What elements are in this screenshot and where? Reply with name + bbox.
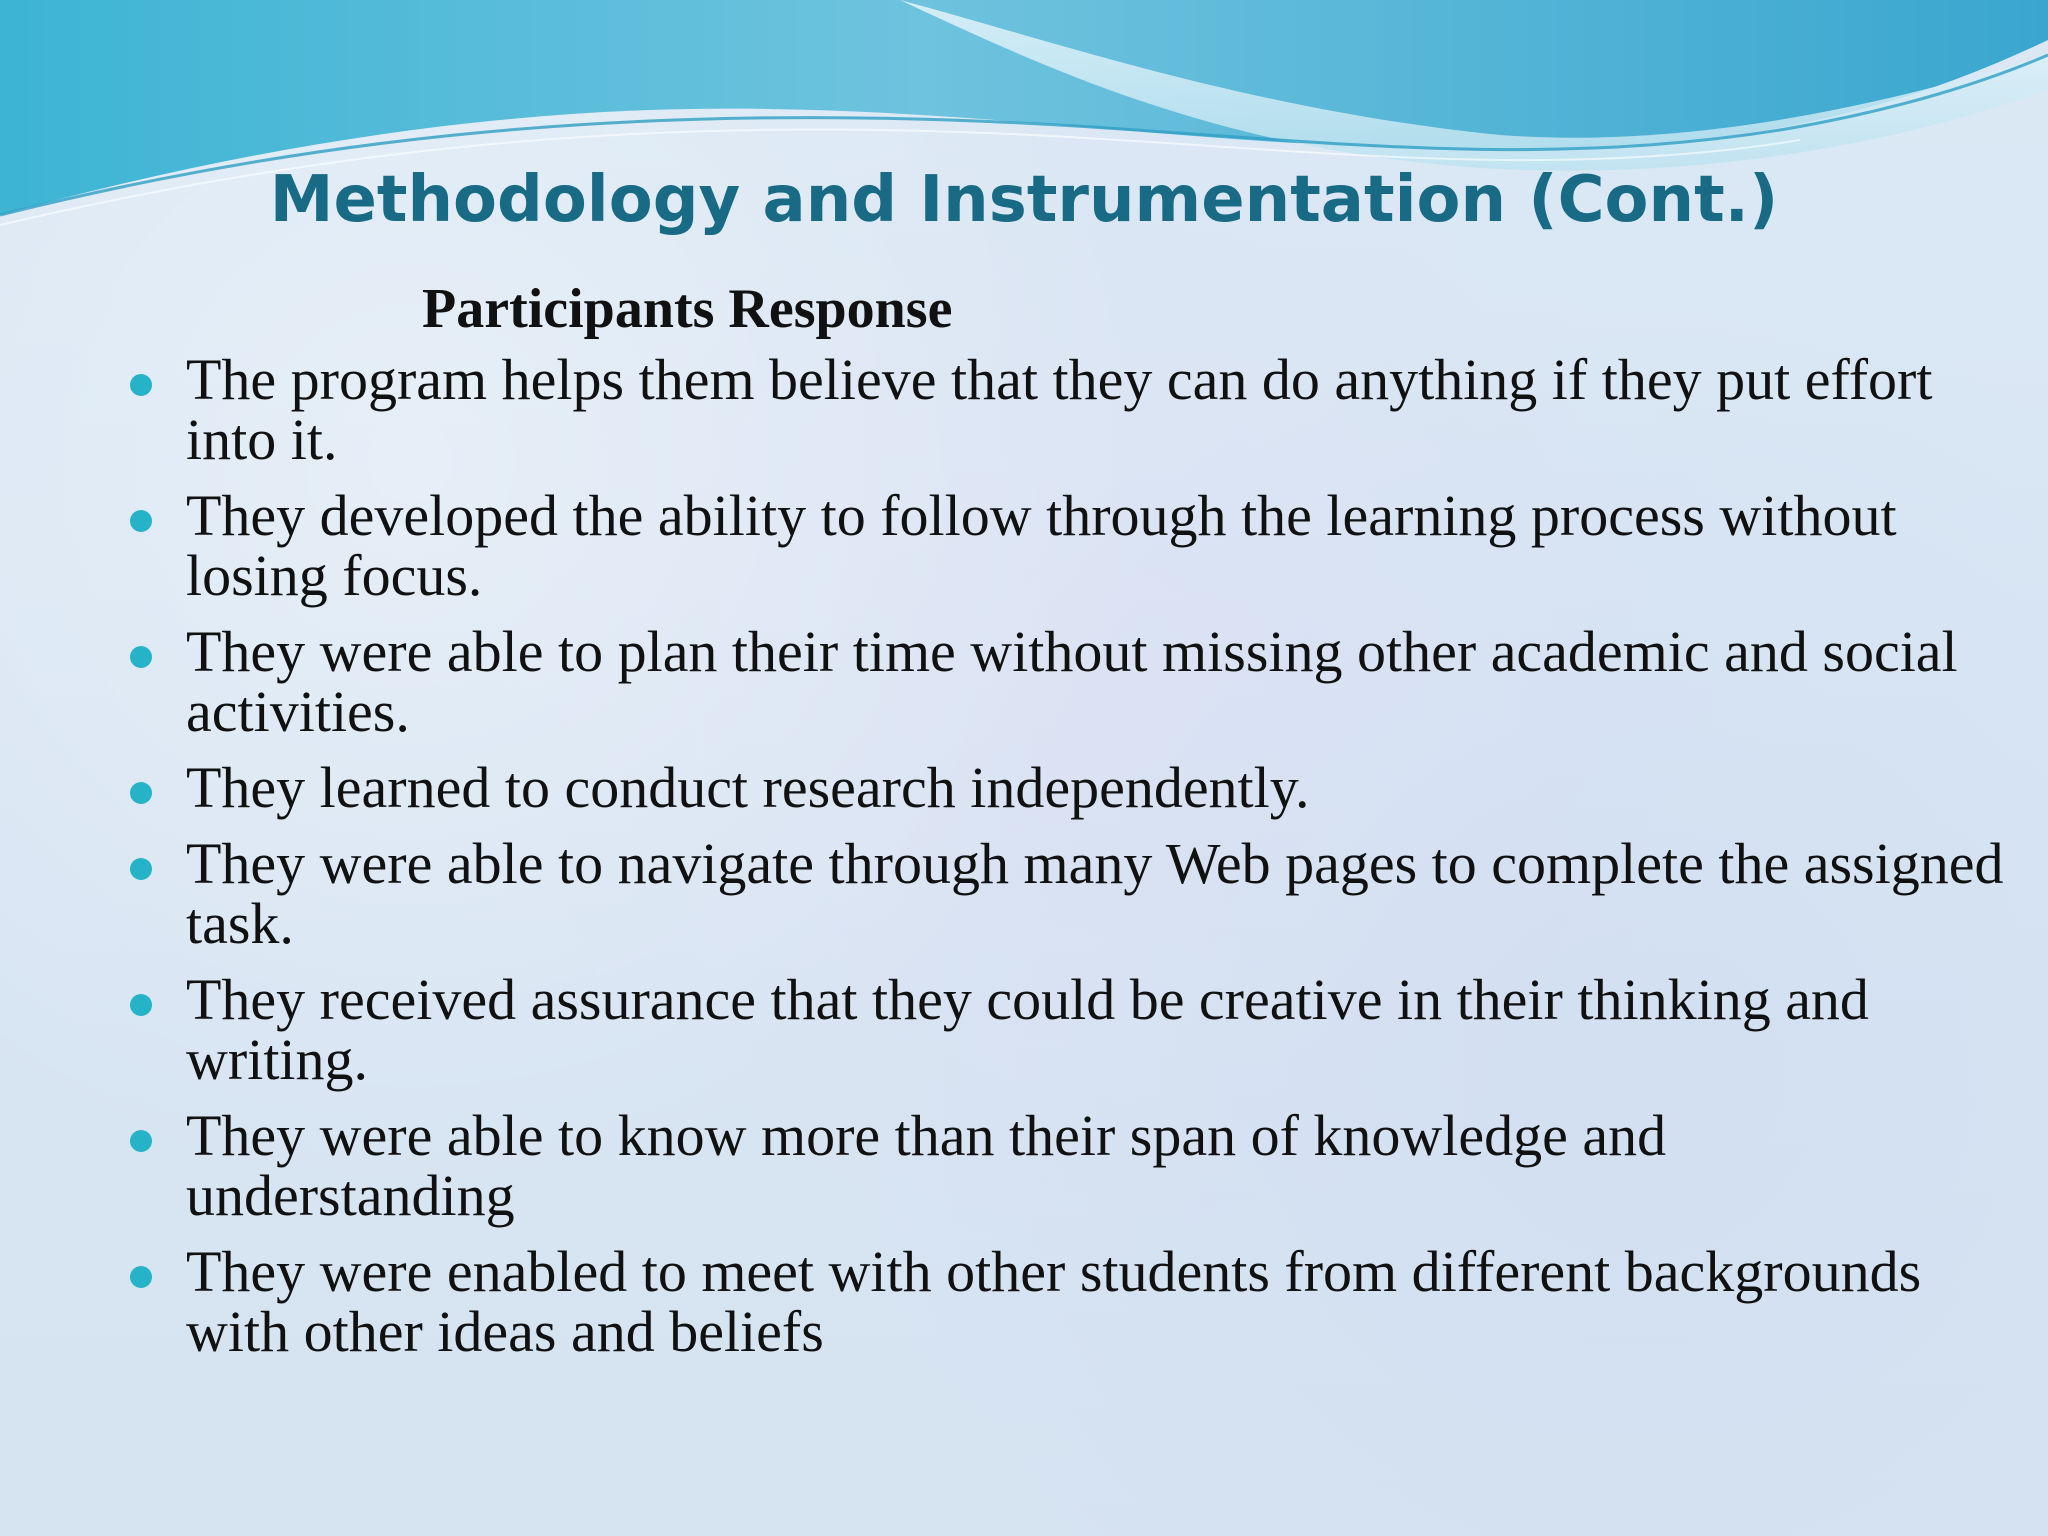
bullet-item (128, 347, 2008, 472)
bullet-item (128, 483, 2008, 608)
bullet-dot-icon (130, 1266, 152, 1288)
bullet-item (128, 755, 2008, 820)
bullet-text: They were enabled to meet with other students from different backgrounds with other ideas and beliefs (186, 1239, 1922, 1364)
bullet-dot-icon (130, 994, 152, 1016)
bullet-text: They received assurance that they could be creative in their thinking and writing. (186, 967, 1869, 1092)
bullet-dot-icon (130, 510, 152, 532)
bullet-item (128, 1103, 2008, 1228)
bullet-dot-icon (130, 858, 152, 880)
bullet-item (128, 967, 2008, 1092)
bullet-dot-icon (130, 374, 152, 396)
bullet-item (128, 831, 2008, 956)
bullet-text: They learned to conduct research independently. (186, 755, 1310, 820)
bullet-item (128, 1239, 2008, 1364)
bullet-text: They developed the ability to follow through the learning process without losing focus. (186, 483, 1897, 608)
bullet-text: They were able to navigate through many Web pages to complete the assigned task. (186, 831, 2004, 956)
bullet-dot-icon (130, 782, 152, 804)
bullet-text: The program helps them believe that they can do anything if they put effort into it. (186, 347, 1933, 472)
bullet-dot-icon (130, 1130, 152, 1152)
bullet-text: They were able to know more than their span of knowledge and understanding (186, 1103, 1667, 1228)
bullet-dot-icon (130, 646, 152, 668)
bullet-text: They were able to plan their time without missing other academic and social activities. (186, 619, 1958, 744)
bullet-list (128, 347, 2008, 1378)
slide-title: Methodology and Instrumentation (Cont.) (269, 163, 1779, 237)
slide-subtitle: Participants Response (422, 278, 953, 340)
bullet-item (128, 619, 2008, 744)
